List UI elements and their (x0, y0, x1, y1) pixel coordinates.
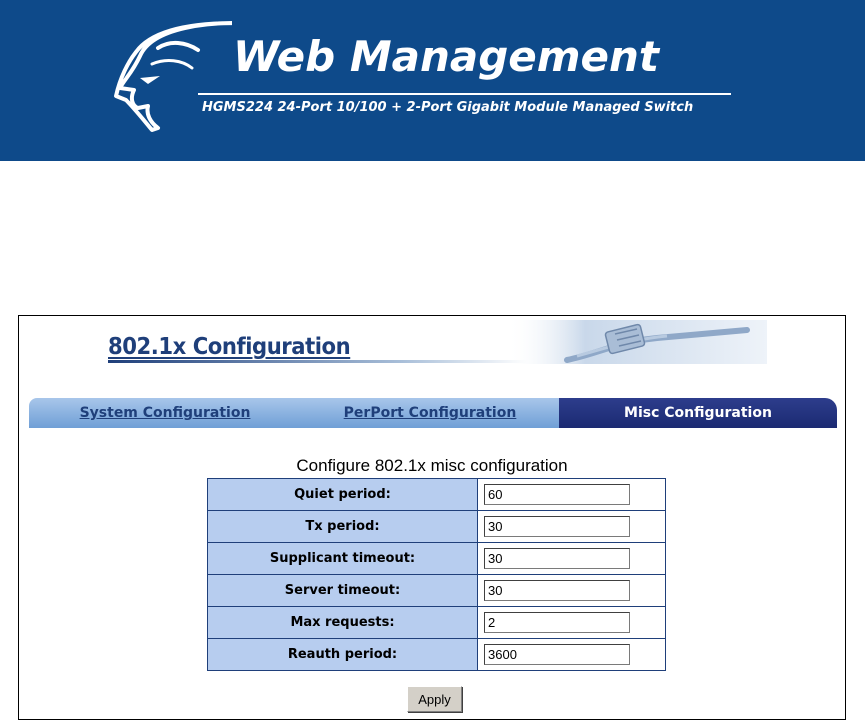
banner-title: Web Management (233, 32, 659, 81)
tab-perport-configuration[interactable]: PerPort Configuration (301, 398, 559, 428)
title-underline (108, 360, 528, 363)
tab-system-configuration[interactable]: System Configuration (29, 398, 301, 428)
table-row (208, 575, 666, 607)
table-row (208, 543, 666, 575)
table-row (208, 607, 666, 639)
content-frame (18, 315, 846, 720)
quiet-period-input[interactable] (484, 484, 630, 505)
table-row (208, 479, 666, 511)
supplicant-timeout-input[interactable] (484, 548, 630, 569)
table-row (208, 511, 666, 543)
tab-misc-configuration[interactable]: Misc Configuration (559, 398, 837, 428)
server-timeout-input[interactable] (484, 580, 630, 601)
banner-divider (198, 93, 731, 95)
table-row (208, 639, 666, 671)
quiet-period-label: Quiet period: (208, 479, 478, 511)
server-timeout-label: Server timeout: (208, 575, 478, 607)
tab-bar (29, 398, 837, 428)
max-requests-input[interactable] (484, 612, 630, 633)
reauth-period-input[interactable] (484, 644, 630, 665)
network-cable-icon (507, 320, 767, 364)
tx-period-label: Tx period: (208, 511, 478, 543)
tx-period-input[interactable] (484, 516, 630, 537)
max-requests-label: Max requests: (208, 607, 478, 639)
banner-subtitle: HGMS224 24-Port 10/100 + 2-Port Gigabit Module Managed Switch (202, 100, 694, 115)
supplicant-timeout-label: Supplicant timeout: (208, 543, 478, 575)
eagle-head-icon (112, 18, 232, 134)
page-title: 802.1x Configuration (108, 334, 351, 360)
reauth-period-label: Reauth period: (208, 639, 478, 671)
form-heading: Configure 802.1x misc configuration (296, 456, 568, 475)
apply-button[interactable]: Apply (407, 686, 462, 712)
header-banner (0, 0, 865, 161)
misc-config-table (207, 478, 666, 671)
